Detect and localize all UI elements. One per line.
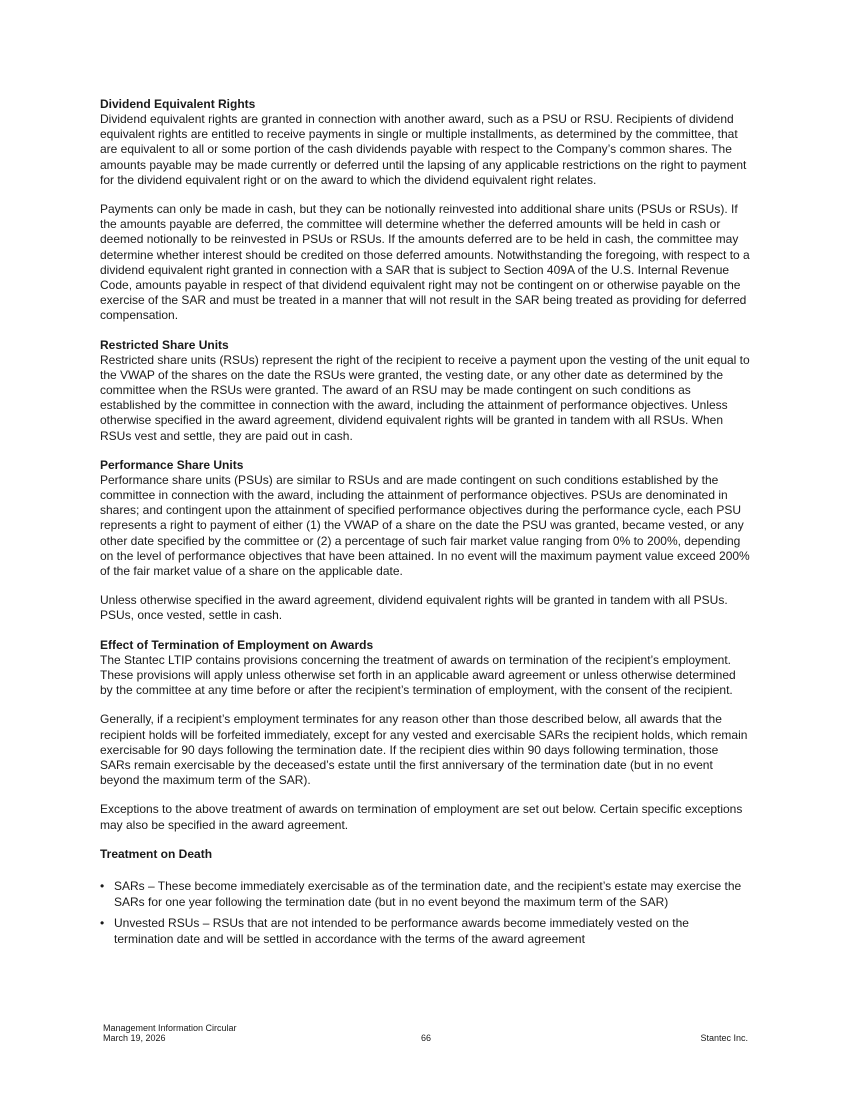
section-performance-share-units (100, 458, 750, 624)
bullet-list (100, 878, 750, 948)
section-termination-of-employment (100, 638, 750, 833)
section-heading: Performance Share Units (100, 457, 244, 472)
paragraph: The Stantec LTIP contains provisions concerning the treatment of awards on termination of the recipient’s employment. These provisions will apply unless otherwise set forth in an applicable award agreement or unless otherwise determined by the committee at any time before or after the recipient’s termination of employment, with the consent of the recipient. (100, 652, 736, 698)
paragraph: Exceptions to the above treatment of awards on termination of employment are set out below. Certain specific exceptions may also be specified in the award agreement. (100, 802, 743, 832)
list-item-text: SARs – These become immediately exercisable as of the termination date, and the recipient’s estate may exercise the SARs for one year following the termination date (but in no event beyond the maximum term of the SAR) (114, 878, 742, 910)
section-heading: Treatment on Death (100, 846, 213, 861)
document-body (100, 97, 750, 952)
section-dividend-equivalent-rights (100, 97, 750, 324)
list-item-text: Unvested RSUs – RSUs that are not intended to be performance awards become immediately vested on the termination date and will be settled in accordance with the terms of the award agreement (114, 915, 689, 947)
paragraph: Generally, if a recipient’s employment terminates for any reason other than those described below, all awards that the recipient holds will be forfeited immediately, except for any vested and exercisable SARs the recipient holds, which remain exercisable for 90 days following the termination date. If the recipient dies within 90 days following termination, those SARs remain exercisable by the deceased’s estate until the first anniversary of the termination date (but in no event beyond the maximum term of the SAR). (100, 712, 748, 788)
paragraph: Payments can only be made in cash, but they can be notionally reinvested into additional share units (PSUs or RSUs). If the amounts payable are deferred, the committee will determine whether the deferred amounts will be held in cash or deemed notionally to be reinvested in PSUs or RSUs. If the amounts deferred are to be held in cash, the committee may determine whether interest should be credited on those deferred amounts. Notwithstanding the foregoing, with respect to a dividend equivalent right granted in connection with a SAR that is subject to Section 409A of the U.S. Internal Revenue Code, amounts payable in respect of that dividend equivalent right may not be contingent on or otherwise payable on the exercise of the SAR and must be treated in a manner that will not result in the SAR being treated as providing for deferred compensation. (100, 202, 750, 323)
section-heading: Dividend Equivalent Rights (100, 97, 256, 111)
paragraph: Performance share units (PSUs) are similar to RSUs and are made contingent on such conditions established by the committee in connection with the award, including the attainment of performance objectives. PSUs are denominated in shares; and contingent upon the attainment of specified performance objectives during the performance cycle, each PSU represents a right to payment of either (1) the VWAP of a share on the date the PSU was granted, became vested, or any other date specified by the committee or (2) a percentage of such fair market value ranging from 0% to 200%, depending on the level of performance objectives that have been attained. In no event will the maximum payment value exceed 200% of the fair market value of a share on the applicable date. (100, 472, 750, 579)
footer-document-info (103, 1023, 237, 1043)
list-item (100, 878, 750, 911)
bullet-icon: • (100, 915, 105, 930)
section-restricted-share-units (100, 338, 750, 444)
list-item (100, 915, 750, 948)
bullet-icon: • (100, 878, 105, 893)
paragraph: Dividend equivalent rights are granted in connection with another award, such as a PSU or RSU. Recipients of dividend equivalent rights are entitled to receive payments in single or multiple installments, as determined by the committee, that are equivalent to all or some portion of the cash dividends payable with respect to the Company’s common shares. The amounts payable may be made currently or deferred until the lapsing of any applicable restrictions on the right to payment for the dividend equivalent right or on the award to which the dividend equivalent right relates. (100, 112, 747, 187)
page-number: 66 (421, 1033, 432, 1043)
section-treatment-on-death (100, 847, 750, 948)
paragraph: Unless otherwise specified in the award agreement, dividend equivalent rights will be granted in tandem with all PSUs. PSUs, once vested, settle in cash. (100, 593, 728, 623)
footer-date: March 19, 2026 (103, 1033, 166, 1043)
paragraph: Restricted share units (RSUs) represent the right of the recipient to receive a payment upon the vesting of the unit equal to the VWAP of the shares on the date the RSUs were granted, the vesting date, or any other date as determined by the committee when the RSUs were granted. The award of an RSU may be made contingent on such conditions as established by the committee in connection with the award, including the attainment of performance objectives. Unless otherwise specified in the award agreement, dividend equivalent rights will be granted in tandem with all RSUs. When RSUs vest and settle, they are paid out in cash. (100, 352, 750, 443)
footer-company: Stantec Inc. (700, 1033, 748, 1043)
section-heading: Effect of Termination of Employment on Awards (100, 637, 374, 652)
section-heading: Restricted Share Units (100, 337, 229, 352)
footer-doc-title: Management Information Circular (103, 1023, 237, 1033)
